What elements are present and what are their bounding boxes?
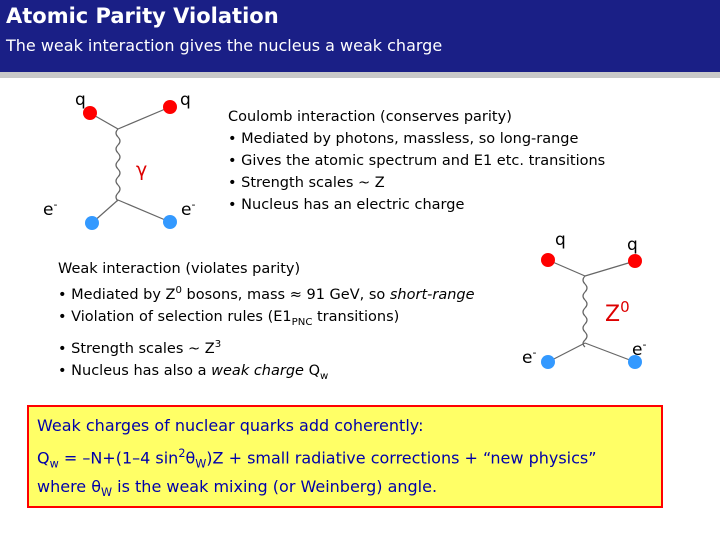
box-line: where $\theta_W$ is the weak mixing (or Weinberg) angle. [37, 477, 438, 500]
coulomb-block [228, 106, 605, 216]
quark-dot-right [163, 100, 177, 114]
electron-dot-left [541, 355, 555, 369]
weak-block [58, 258, 475, 387]
electron-label-left: e- [43, 198, 58, 220]
weak-item: • Nucleus has also a weak charge $Q_w$ [58, 362, 329, 382]
electron-label-right: e- [181, 198, 196, 220]
electron-line-out [585, 343, 635, 362]
weak-item: • Strength scales ~ $Z^3$ [58, 338, 222, 357]
quark-line-out [118, 107, 170, 129]
electron-label-left: e- [522, 346, 537, 368]
slide-subtitle: The weak interaction gives the nucleus a weak charge [6, 36, 443, 55]
electron-dot-left [85, 216, 99, 230]
quark-label-left: q [75, 90, 86, 110]
coulomb-item: • Strength scales ~ Z [228, 175, 385, 191]
weak-heading: Weak interaction (violates parity) [58, 261, 301, 277]
title-bar [0, 0, 720, 72]
box-line: Weak charges of nuclear quarks add coherently: [37, 416, 424, 435]
weak-item: • Mediated by $Z^0$ bosons, mass ≈ 91 GeV, so short-range [58, 285, 475, 303]
electron-label-right: e- [632, 338, 647, 360]
weak-charge-box [27, 405, 663, 508]
quark-label-left: q [555, 230, 566, 250]
header-separator [0, 72, 720, 78]
z-propagator [583, 276, 587, 347]
quark-label-right: q [180, 90, 191, 110]
slide-title: Atomic Parity Violation [6, 4, 279, 28]
photon-propagator [116, 129, 120, 201]
photon-exchange-diagram [40, 88, 230, 238]
coulomb-item: • Mediated by photons, massless, so long-range [228, 131, 579, 147]
quark-dot-right [628, 254, 642, 268]
electron-line-out [118, 200, 170, 222]
coulomb-heading: Coulomb interaction (conserves parity) [228, 109, 512, 125]
weak-item: • Violation of selection rules ($E1_{PNC}$ transitions) [58, 308, 400, 328]
coulomb-item: • Nucleus has an electric charge [228, 197, 465, 213]
photon-label: γ [136, 159, 148, 181]
quark-label-right: q [627, 235, 638, 255]
quark-dot-left [541, 253, 555, 267]
coulomb-item: • Gives the atomic spectrum and E1 etc. transitions [228, 153, 606, 169]
electron-dot-right [163, 215, 177, 229]
z-exchange-diagram [505, 228, 720, 373]
z-boson-label: $Z^0$ [605, 298, 630, 327]
quark-line-out [585, 261, 635, 276]
box-formula-line: $Q_w = -N+(1-4$ $\sin^2\theta_W)Z$ + small radiative corrections + “new physics” [37, 447, 597, 471]
